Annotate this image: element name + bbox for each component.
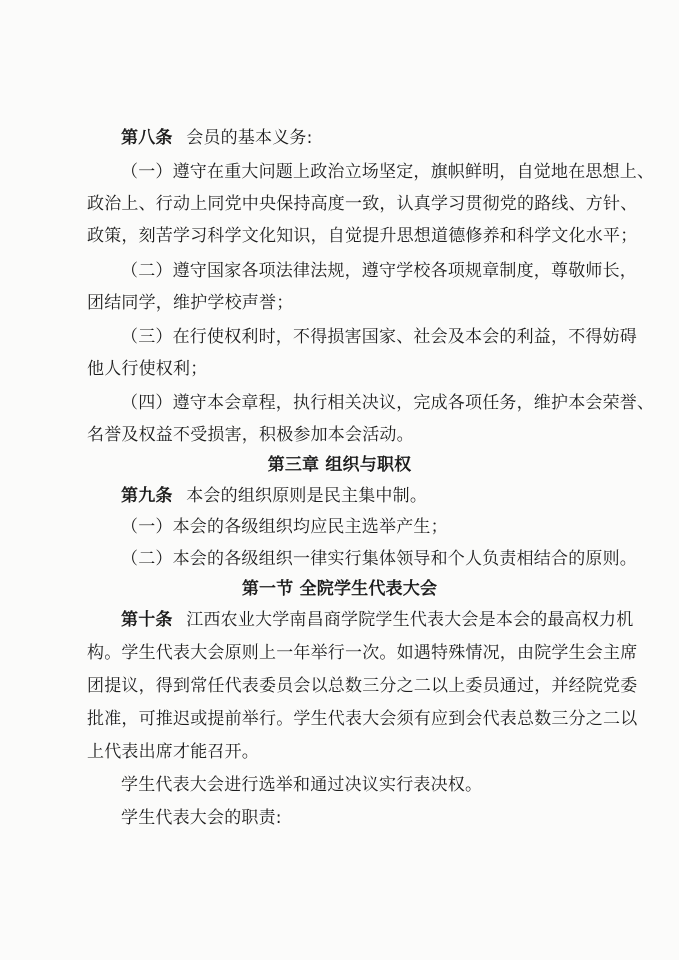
article-10-line-5: 上代表出席才能召开。 [87,742,259,762]
article-8-item-4-line-1: （四）遵守本会章程，执行相关决议，完成各项任务，维护本会荣誉、 [121,393,655,413]
article-8-item-4-line-2: 名誉及权益不受损害，积极参加本会活动。 [87,425,414,445]
article-9-label: 第九条 [121,486,173,506]
article-8-heading [121,127,313,149]
article-8-item-2-line-2: 团结同学，维护学校声誉； [87,293,294,313]
article-10-paragraph-2: 学生代表大会进行选举和通过决议实行表决权。 [121,775,483,795]
section-1-title: 第一节 全院学生代表大会 [241,579,438,599]
article-10-line-4: 批准，可推迟或提前举行。学生代表大会须有应到会代表总数三分之二以 [87,709,638,729]
article-9-heading [121,485,427,507]
article-10-paragraph-3: 学生代表大会的职责: [121,808,282,828]
article-8-item-1-line-1: （一）遵守在重大问题上政治立场坚定，旗帜鲜明，自觉地在思想上、 [121,162,655,182]
article-8-item-3-line-1: （三）在行使权利时，不得损害国家、社会及本会的利益，不得妨碍 [121,327,637,347]
article-10-line-3: 团提议，得到常任代表委员会以总数三分之二以上委员通过，并经院党委 [87,676,638,696]
chapter-3-title: 第三章 组织与职权 [267,455,412,475]
article-9-item-1: （一）本会的各级组织均应民主选举产生； [121,517,448,537]
article-9-text: 本会的组织原则是民主集中制。 [186,486,428,506]
article-9-item-2: （二）本会的各级组织一律实行集体领导和个人负责相结合的原则。 [121,549,637,569]
article-8-title: 会员的基本义务: [186,128,313,148]
article-8-item-1-line-2: 政治上、行动上同党中央保持高度一致，认真学习贯彻党的路线、方针、 [87,194,638,214]
article-10-label: 第十条 [121,610,173,630]
article-8-item-2-line-1: （二）遵守国家各项法律法规，遵守学校各项规章制度，尊敬师长， [121,261,637,281]
article-8-item-3-line-2: 他人行使权利； [87,359,208,379]
article-10-line-1 [121,609,633,631]
article-10-text: 江西农业大学南昌商学院学生代表大会是本会的最高权力机 [186,610,634,630]
article-10-line-2: 构。学生代表大会原则上一年举行一次。如遇特殊情况，由院学生会主席 [87,643,638,663]
article-8-item-1-line-3: 政策，刻苦学习科学文化知识，自觉提升思想道德修养和科学文化水平； [87,226,638,246]
article-8-label: 第八条 [121,128,173,148]
